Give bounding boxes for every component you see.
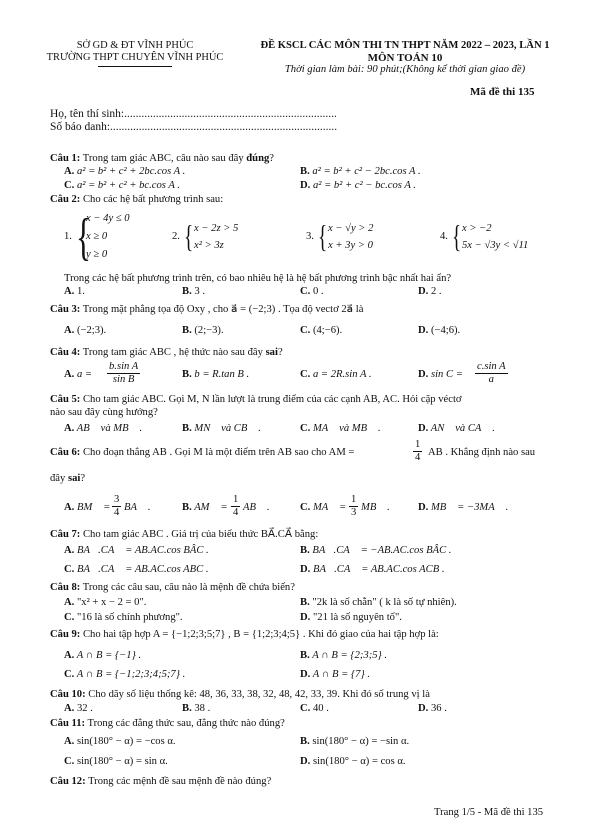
system-2-line-2: x² > 3z [194, 240, 224, 251]
q1-option-b[interactable]: B. a² = b² + c² − 2bc.cos A . [300, 166, 421, 177]
q10-option-a[interactable]: A. 32 . [64, 703, 93, 714]
q2-question-text: Trong các hệ bất phương trình trên, có bao nhiêu hệ là hệ bất phương trình bậc nhất hai ẩn? [64, 273, 452, 284]
student-id-field: Số báo danh:............................................................................... [50, 121, 338, 133]
question-3: Câu 3: Trong mặt phẳng tọa độ Oxy , cho a⃗ = (−2;3) . Tọa độ vectơ 2a⃗ là [50, 304, 364, 315]
q8-option-d[interactable]: D. "21 là số nguyên tố". [300, 612, 402, 623]
q2-option-d[interactable]: D. 2 . [418, 286, 442, 297]
question-8: Câu 8: Trong các câu sau, câu nào là mệnh đề chứa biến? [50, 582, 295, 593]
q4-option-a[interactable]: A. a = [64, 369, 93, 380]
q2-option-c[interactable]: C. 0 . [300, 286, 324, 297]
q6-option-d[interactable]: D. MB⃗ = −3MA⃗ . [418, 502, 509, 513]
q10-option-c[interactable]: C. 40 . [300, 703, 329, 714]
system-3-line-2: x + 3y > 0 [328, 240, 373, 251]
page-footer: Trang 1/5 - Mã đề thi 135 [434, 807, 544, 818]
question-2: Câu 2: Cho các hệ bất phương trình sau: [50, 194, 224, 205]
system-4-brace: { [452, 218, 462, 254]
question-5-line-2: nào sau đây cùng hướng? [50, 407, 158, 418]
exam-title: ĐỀ KSCL CÁC MÔN THI TN THPT NĂM 2022 – 2023, LẦN 1 [260, 40, 550, 51]
q9-option-a[interactable]: A. A ∩ B = {−1} . [64, 650, 142, 661]
q3-option-b[interactable]: B. (2;−3). [182, 325, 224, 336]
header-underline [98, 66, 172, 67]
question-label: Câu 1: [50, 153, 81, 164]
question-9: Câu 9: Cho hai tập hợp A = {−1;2;3;5;7} , B = {1;2;3;4;5} . Khi đó giao của hai tập hợp là: [50, 629, 439, 640]
q6-a-fraction: $\frac{3}{4}$ [114, 494, 120, 518]
exam-code: Mã đề thi 135 [470, 86, 535, 98]
system-1-line-2: x ≥ 0 [86, 231, 108, 242]
department-name: SỞ GD & ĐT VĨNH PHÚC [76, 40, 194, 51]
q1-option-a[interactable]: A. a² = b² + c² + 2bc.cos A . [64, 166, 186, 177]
q6-option-b[interactable]: B. AM⃗ = [182, 502, 228, 513]
system-1-number: 1. [64, 231, 72, 242]
q11-option-a[interactable]: A. sin(180° − α) = −cos α. [64, 736, 176, 747]
q6-b-tail: AB⃗ . [243, 502, 270, 513]
q6-c-fraction: $\frac{1}{3}$ [351, 494, 357, 518]
question-12: Câu 12: Trong các mệnh đề sau mệnh đề nào đúng? [50, 776, 272, 787]
q6-option-c[interactable]: C. MA⃗ = [300, 502, 347, 513]
question-6-line-2: đây sai? [50, 473, 86, 484]
system-3-line-1: x − √y > 2 [328, 223, 374, 234]
q1-option-c[interactable]: C. a² = b² + c² + bc.cos A . [64, 180, 180, 191]
q8-option-c[interactable]: C. "16 là số chính phương". [64, 612, 183, 623]
subject-title: MÔN TOÁN 10 [367, 52, 443, 64]
q5-option-c[interactable]: C. MA⃗ và MB⃗ . [300, 423, 381, 434]
q7-option-b[interactable]: B. BA⃗.CA⃗ = −AB.AC.cos BÂC . [300, 545, 452, 556]
q6-a-tail: BA⃗ . [124, 502, 151, 513]
system-4-line-1: x > −2 [462, 223, 492, 234]
question-10: Câu 10: Cho dãy số liệu thống kê: 48, 36, 33, 38, 32, 48, 42, 33, 39. Khi đó số trung vị là [50, 689, 430, 700]
q11-option-b[interactable]: B. sin(180° − α) = −sin α. [300, 736, 410, 747]
q4-option-b[interactable]: B. b = R.tan B . [182, 369, 250, 380]
system-4-line-2: 5x − √3y < √11 [462, 240, 529, 251]
question-7: Câu 7: Cho tam giác ABC . Giá trị của biểu thức BA⃗.CA⃗ bằng: [50, 529, 319, 540]
q1-option-d[interactable]: D. a² = b² + c² − bc.cos A . [300, 180, 416, 191]
time-note: Thời gian làm bài: 90 phút;(Không kể thời gian giao đề) [284, 64, 526, 75]
q2-option-a[interactable]: A. 1. [64, 286, 85, 297]
q4-d-fraction: $\frac{\text{c.sin A}}{a}$ [477, 361, 506, 385]
q5-option-b[interactable]: B. MN⃗ và CB⃗ . [182, 423, 261, 434]
q6-c-tail: MB⃗ . [361, 502, 390, 513]
system-1-line-1: x − 4y ≤ 0 [86, 213, 130, 224]
q9-option-b[interactable]: B. A ∩ B = {2;3;5} . [300, 650, 388, 661]
system-4-number: 4. [440, 231, 448, 242]
q10-option-b[interactable]: B. 38 . [182, 703, 211, 714]
q9-option-c[interactable]: C. A ∩ B = {−1;2;3;4;5;7} . [64, 669, 186, 680]
student-name-field: Họ, tên thí sinh:.......................................................................... [50, 108, 337, 120]
question-5: Câu 5: Cho tam giác ABC. Gọi M, N lần lượt là trung điểm của các cạnh AB, AC. Hỏi cặp véctơ [50, 394, 462, 405]
system-2-line-1: x − 2z > 5 [194, 223, 239, 234]
q7-option-a[interactable]: A. BA⃗.CA⃗ = AB.AC.cos BÂC . [64, 545, 209, 556]
q8-option-b[interactable]: B. "2k là số chẵn" ( k là số tự nhiên). [300, 597, 457, 608]
q11-option-d[interactable]: D. sin(180° − α) = cos α. [300, 756, 406, 767]
q3-option-a[interactable]: A. (−2;3). [64, 325, 107, 336]
q10-option-d[interactable]: D. 36 . [418, 703, 447, 714]
system-2-brace: { [184, 218, 194, 254]
system-3-number: 3. [306, 231, 314, 242]
school-name: TRƯỜNG THPT CHUYÊN VĨNH PHÚC [46, 52, 224, 63]
q7-option-d[interactable]: D. BA⃗.CA⃗ = AB.AC.cos ACB . [300, 564, 445, 575]
question-11: Câu 11: Trong các đẳng thức sau, đẳng thức nào đúng? [50, 718, 285, 729]
system-3-brace: { [318, 218, 328, 254]
q9-option-d[interactable]: D. A ∩ B = {7} . [300, 669, 370, 680]
system-2-number: 2. [172, 231, 180, 242]
q4-option-d[interactable]: D. sin C = [418, 369, 463, 380]
question-1: Câu 1: Trong tam giác ABC, câu nào sau đây đúng? [50, 153, 274, 164]
q4-a-fraction: $\frac{\text{b.sin A}}{\text{sin B}}$ [109, 361, 139, 385]
q5-option-a[interactable]: A. AB⃗ và MB⃗ . [64, 423, 143, 434]
q6-b-fraction: $\frac{1}{4}$ [233, 494, 239, 518]
question-6: Câu 6: Cho đoạn thẳng AB . Gọi M là một điểm trên AB sao cho AM = [50, 447, 355, 458]
q2-option-b[interactable]: B. 3 . [182, 286, 205, 297]
q7-option-c[interactable]: C. BA⃗.CA⃗ = AB.AC.cos ABC . [64, 564, 209, 575]
q6-option-a[interactable]: A. BM⃗ = [64, 502, 111, 513]
question-6-tail: AB . Khẳng định nào sau [428, 447, 536, 458]
q6-fraction: $\frac{1}{4}$ [415, 439, 421, 463]
q4-option-c[interactable]: C. a = 2R.sin A . [300, 369, 372, 380]
q3-option-d[interactable]: D. (−4;6). [418, 325, 461, 336]
q8-option-a[interactable]: A. "x² + x − 2 = 0". [64, 597, 147, 608]
q5-option-d[interactable]: D. AN⃗ và CA⃗ . [418, 423, 495, 434]
system-1-line-3: y ≥ 0 [86, 249, 108, 260]
q3-option-c[interactable]: C. (4;−6). [300, 325, 343, 336]
system-1-brace: { [76, 209, 91, 266]
q11-option-c[interactable]: C. sin(180° − α) = sin α. [64, 756, 168, 767]
question-4: Câu 4: Trong tam giác ABC , hệ thức nào sau đây sai? [50, 347, 283, 358]
